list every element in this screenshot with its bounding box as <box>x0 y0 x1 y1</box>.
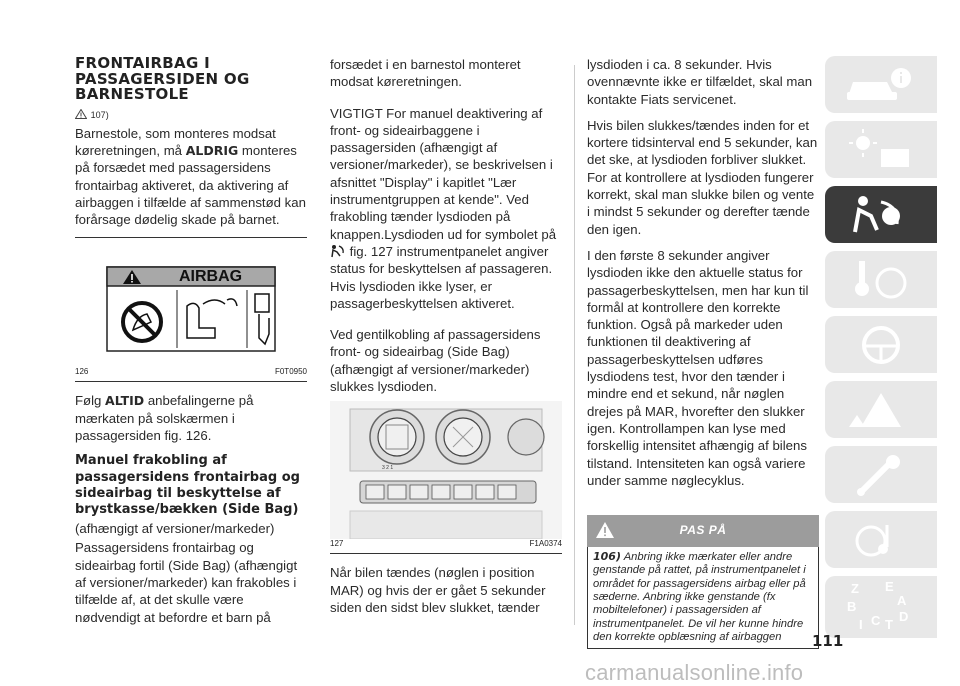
car-info-icon <box>841 62 921 108</box>
index-letters-icon: Z E A B D I C T <box>847 579 909 632</box>
paragraph: lysdioden i ca. 8 sekunder. Hvis ovennævnte ikke er tilfældet, skal man kontakte Fiats servicenet. <box>587 57 813 107</box>
dashboard-lights-icon <box>841 127 921 173</box>
tab-car-info[interactable] <box>825 56 937 113</box>
wrench-service-icon <box>841 452 921 498</box>
column-1 <box>75 56 307 635</box>
tab-airbag-seat[interactable] <box>825 186 937 243</box>
caution-text: 106) Anbring ikke mærkater eller andre genstande på rattet, på instrumentpanelet i området for passagersidens airbag eller på sæderne. Anbring ikke genstande (fx mobiltelefoner) i passagersiden af instrumentpanelet. De vil her kunne hindre den korrekte opblæsning af airbaggen <box>587 547 819 649</box>
paragraph: Følg ALTID anbefalingerne på mærkaten på solskærmen i passagersiden fig. 126. <box>75 393 254 444</box>
svg-text:3 2 1: 3 2 1 <box>382 465 394 472</box>
watermark: carmanualsonline.info <box>585 660 804 685</box>
airbag-off-symbol-icon <box>330 244 346 258</box>
airbag-sticker-image <box>75 238 307 366</box>
warning-triangle-icon <box>75 109 87 119</box>
paragraph: Passagersidens frontairbag og sideairbag fortil (Side Bag) (afhængigt af versioner/markeder) kan frakobles i tilfælde af, at det skulle være nødvendigt at befordre et barn på <box>75 540 298 625</box>
paragraph: VIGTIGT For manuel deaktivering af front- og sideairbaggene i passagersiden (afhængigt af versioner/markeder), se beskrivelsen i afsnittet "Display" i kapitlet "Lær instrumentgruppen at kende". Ved frakobling tænder lysdioden på knappen.Lysdioden ud for symbolet på fig. 127 instrumentpanelet angiver status for beskyttelsen af passageren. Hvis lysdioden ikke lyser, er passagerbeskyttelsen aktiveret. <box>330 105 557 311</box>
paragraph: Når bilen tændes (nøglen i position MAR) og hvis der er gået 5 sekunder siden den sidst blev slukket, tænder <box>330 565 546 615</box>
warning-triangle-icon <box>595 521 615 539</box>
chapter-sidebar <box>825 56 937 646</box>
tab-steering-wheel[interactable] <box>825 316 937 373</box>
paragraph: forsædet i en barnestol monteret modsat køreretningen. <box>330 57 521 90</box>
figure-caption: 127 F1A0374 <box>330 539 562 549</box>
paragraph: (afhængigt af versioner/markeder) <box>75 521 275 537</box>
figure-caption: 126 F0T0950 <box>75 367 307 377</box>
page-number: 111 <box>812 632 844 650</box>
figure-127 <box>330 401 562 554</box>
paragraph: Hvis bilen slukkes/tændes inden for et kortere tidsinterval end 5 sekunder, kan det ske, at lysdioden forbliver slukket. For at kontrollere at lysdioden fungerer korrekt, skal man slukke bilen og vente i mindst 5 sekunder og derefter tænde den igen. <box>587 117 818 237</box>
column-3 <box>587 56 819 649</box>
column-2 <box>330 56 562 625</box>
tab-key-ignition[interactable] <box>825 251 937 308</box>
tab-wrench-service[interactable] <box>825 446 937 503</box>
warning-reference: 107) <box>75 106 307 124</box>
multimedia-icon <box>841 517 921 563</box>
tab-multimedia[interactable] <box>825 511 937 568</box>
tab-warning-road[interactable] <box>825 381 937 438</box>
airbag-label: AIRBAG <box>179 268 243 286</box>
caution-header: PAS PÅ <box>587 515 819 547</box>
section-title: FRONTAIRBAG I PASSAGERSIDEN OG BARNESTOLE <box>75 54 250 103</box>
warning-road-icon <box>841 387 921 433</box>
steering-wheel-icon <box>841 322 921 368</box>
airbag-seat-icon <box>841 192 921 238</box>
instrument-panel-image <box>330 401 562 539</box>
paragraph: I den første 8 sekunder angiver lysdioden ikke den aktuelle status for passagerbeskyttelsen, men har kun til formål at kontrollere den korrekte funktion. Også på markeder uden funktionen til deaktivering af passagerbeskyttelsen udføres lysdiodens test, hvor den tænder i mindre end et sekund, når nøglen drejes på MAR, hvorefter den slukker igen. Kontrollampen kan lyse med forskellig intensitet afhængig af bilens tilstand. Intensiteten kan også variere under samme nøglecyklus. <box>587 247 809 488</box>
subsection-heading: Manuel frakobling af passagersidens frontairbag og sideairbag til beskyttelse af brystkasse/bækken (Side Bag) <box>75 453 300 517</box>
paragraph: Barnestole, som monteres modsat køreretningen, må ALDRIG monteres på forsædet med passagersidens frontairbag aktiveret, da aktivering af airbaggen i tilfælde af sammenstød kan forårsage dødelig skade på barnet. <box>75 125 306 228</box>
figure-126 <box>75 237 307 382</box>
key-ignition-icon <box>841 257 921 303</box>
column-divider <box>574 65 575 625</box>
tab-index[interactable] <box>825 576 937 638</box>
tab-dashboard-lights[interactable] <box>825 121 937 178</box>
paragraph: Ved gentilkobling af passagersidens front- og sideairbag (Side Bag) (afhængigt af versioner/markeder) slukkes lysdioden. <box>330 327 541 395</box>
